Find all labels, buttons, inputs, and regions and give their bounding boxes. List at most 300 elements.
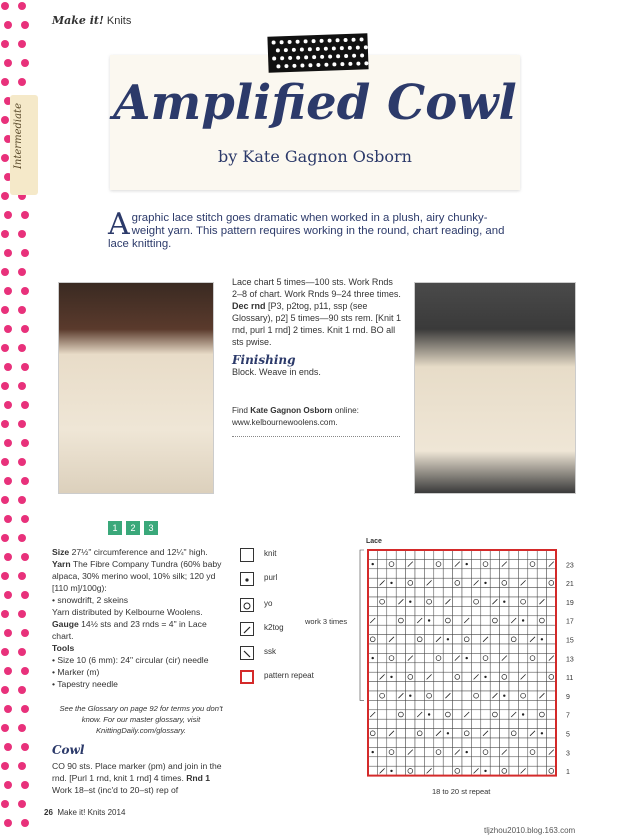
chart-symbol [503, 695, 505, 697]
chart-cell [443, 588, 452, 597]
chart-cell [518, 569, 527, 578]
chart-cell [368, 625, 377, 634]
chart-symbol [428, 713, 430, 715]
chart-symbol [409, 695, 411, 697]
section-label: Knits [106, 15, 132, 27]
chart-cell [443, 700, 452, 709]
chart-cell [387, 653, 396, 662]
decor-dot [1, 534, 9, 542]
chart-cell [443, 569, 452, 578]
chart-cell [471, 738, 480, 747]
chart-cell [471, 588, 480, 597]
decor-dot [1, 648, 9, 656]
chart-cell [368, 672, 377, 681]
tape-dot [343, 38, 347, 42]
tape-dot [300, 63, 304, 67]
chart-cell [537, 747, 546, 756]
chart-cell [415, 700, 424, 709]
model-photo-front [58, 282, 214, 494]
tape-dot [340, 46, 344, 50]
intro-paragraph [108, 207, 518, 251]
chart-symbol [372, 563, 374, 565]
chart-cell [368, 663, 377, 672]
chart-cell [509, 644, 518, 653]
chart-cell [424, 757, 433, 766]
chart-cell [396, 569, 405, 578]
decor-dot [21, 211, 29, 219]
chart-cell [434, 597, 443, 606]
chart-cell [434, 747, 443, 756]
chart-cell [471, 747, 480, 756]
size-badge-2: 2 [126, 521, 140, 535]
chart-cell [537, 757, 546, 766]
chart-cell [462, 644, 471, 653]
chart-symbol [484, 676, 486, 678]
chart-cell [424, 729, 433, 738]
row-label: 17 [566, 618, 574, 626]
chart-cell [518, 700, 527, 709]
chart-cell [490, 588, 499, 597]
decor-dot [21, 819, 29, 827]
legend-label: ssk [264, 647, 276, 656]
chart-cell [500, 616, 509, 625]
chart-cell [424, 625, 433, 634]
decor-dot [21, 781, 29, 789]
chart-cell [424, 663, 433, 672]
chart-cell [453, 738, 462, 747]
work-label: work 3 times [305, 617, 348, 626]
chart-cell [500, 682, 509, 691]
chart-cell [434, 682, 443, 691]
chart-cell [490, 635, 499, 644]
decor-dot [21, 629, 29, 637]
chart-cell [509, 559, 518, 568]
chart-cell [518, 597, 527, 606]
decor-dot [18, 800, 26, 808]
chart-cell [368, 635, 377, 644]
yarn-label: Yarn [52, 559, 71, 569]
legend-label: pattern repeat [264, 671, 314, 680]
chart-cell [415, 672, 424, 681]
chart-symbol [484, 582, 486, 584]
chart-cell [434, 663, 443, 672]
chart-cell [396, 710, 405, 719]
chart-cell [509, 635, 518, 644]
chart-cell [434, 719, 443, 728]
chart-cell [481, 550, 490, 559]
chart-cell [547, 616, 556, 625]
chart-cell [518, 559, 527, 568]
level-tab [10, 95, 38, 195]
chart-cell [443, 578, 452, 587]
chart-cell [406, 757, 415, 766]
decor-dot [21, 59, 29, 67]
yarn-distributor: Yarn distributed by Kelbourne Woolens. [52, 607, 203, 617]
brand-label: Make it! [52, 14, 104, 27]
chart-cell [434, 653, 443, 662]
chart-cell [509, 653, 518, 662]
chart-cell [500, 757, 509, 766]
decor-dot [18, 268, 26, 276]
chart-cell [547, 588, 556, 597]
chart-cell [377, 644, 386, 653]
chart-cell [406, 738, 415, 747]
decor-dot [18, 572, 26, 580]
chart-cell [453, 578, 462, 587]
decor-dot [21, 591, 29, 599]
section-header [52, 14, 131, 27]
repeat-symbol [240, 670, 254, 684]
chart-cell [490, 616, 499, 625]
tape-dot [312, 39, 316, 43]
chart-cell [481, 653, 490, 662]
decor-dot [1, 154, 9, 162]
chart-cell [396, 588, 405, 597]
chart-cell [462, 700, 471, 709]
decor-dot [21, 363, 29, 371]
designer-url[interactable]: www.kelbournewoolens.com. [232, 418, 338, 427]
chart-cell [537, 625, 546, 634]
chart-cell [415, 625, 424, 634]
chart-cell [490, 682, 499, 691]
finishing-text: Block. Weave in ends. [232, 367, 321, 377]
decor-dot [1, 800, 9, 808]
chart-cell [406, 588, 415, 597]
chart-cell [471, 691, 480, 700]
chart-cell [368, 644, 377, 653]
chart-cell [528, 757, 537, 766]
chart-cell [528, 559, 537, 568]
tape-dot [351, 38, 355, 42]
chart-cell [471, 635, 480, 644]
chart-cell [387, 550, 396, 559]
tape-dot [364, 45, 368, 49]
chart-cell [528, 616, 537, 625]
chart-cell [528, 663, 537, 672]
chart-cell [453, 691, 462, 700]
decor-dot [4, 439, 12, 447]
chart-cell [462, 635, 471, 644]
find-post: online: [332, 406, 359, 415]
decor-dot [4, 211, 12, 219]
tape-dot [340, 62, 344, 66]
chart-cell [481, 606, 490, 615]
chart-cell [368, 550, 377, 559]
chart-cell [424, 597, 433, 606]
decor-dot [18, 382, 26, 390]
chart-cell [396, 616, 405, 625]
chart-cell [396, 653, 405, 662]
decor-dot [4, 59, 12, 67]
chart-cell [396, 606, 405, 615]
tape-dot [308, 63, 312, 67]
chart-cell [415, 588, 424, 597]
chart-cell [509, 597, 518, 606]
chart-cell [471, 653, 480, 662]
chart-cell [377, 757, 386, 766]
tape-dot [328, 55, 332, 59]
work-bracket [360, 550, 364, 700]
legend-label: knit [264, 549, 277, 558]
size-text: 27½" circumference and 12¼" high. [69, 547, 208, 557]
chart-cell [368, 682, 377, 691]
gauge-label: Gauge [52, 619, 79, 629]
chart-cell [490, 559, 499, 568]
chart-cell [434, 578, 443, 587]
chart-cell [434, 757, 443, 766]
chart-cell [500, 672, 509, 681]
chart-symbol [447, 732, 449, 734]
decor-dot [21, 287, 29, 295]
chart-cell [396, 644, 405, 653]
chart-cell [537, 606, 546, 615]
chart-cell [443, 616, 452, 625]
chart-cell [537, 766, 546, 775]
chart-cell [443, 663, 452, 672]
chart-cell [547, 682, 556, 691]
chart-cell [518, 691, 527, 700]
tape-dot [348, 46, 352, 50]
chart-cell [377, 625, 386, 634]
row-label: 1 [566, 769, 570, 777]
chart-cell [462, 550, 471, 559]
chart-cell [387, 757, 396, 766]
chart-cell [462, 569, 471, 578]
chart-cell [368, 719, 377, 728]
chart-cell [462, 729, 471, 738]
chart-cell [434, 559, 443, 568]
byline: by Kate Gagnon Osborn [218, 147, 412, 166]
divider [232, 436, 400, 437]
chart-cell [547, 700, 556, 709]
chart-cell [377, 597, 386, 606]
tape-dot [296, 56, 300, 60]
decor-dot [4, 21, 12, 29]
chart-cell [406, 719, 415, 728]
chart-cell [547, 729, 556, 738]
tools-label: Tools [52, 643, 75, 653]
chart-cell [377, 729, 386, 738]
chart-cell [547, 635, 556, 644]
chart-cell [415, 559, 424, 568]
row-label: 13 [566, 656, 574, 664]
chart-cell [387, 569, 396, 578]
chart-cell [537, 710, 546, 719]
chart-cell [462, 719, 471, 728]
finishing-heading: Finishing [232, 353, 296, 367]
decor-dot [21, 325, 29, 333]
chart-cell [396, 757, 405, 766]
chart-cell [377, 588, 386, 597]
chart-cell [528, 597, 537, 606]
chart-cell [424, 635, 433, 644]
row-label: 7 [566, 712, 570, 720]
chart-cell [528, 569, 537, 578]
chart-cell [547, 606, 556, 615]
decor-dot [4, 477, 12, 485]
chart-cell [396, 719, 405, 728]
decor-dot [18, 306, 26, 314]
decor-dot [21, 439, 29, 447]
chart-cell [415, 569, 424, 578]
chart-cell [443, 766, 452, 775]
chart-cell [453, 625, 462, 634]
chart-cell [396, 729, 405, 738]
chart-cell [406, 729, 415, 738]
knit-symbol [240, 548, 254, 562]
chart-cell [415, 757, 424, 766]
tool-item: • Size 10 (6 mm): 24" circular (cir) needle [52, 655, 209, 665]
chart-cell [462, 606, 471, 615]
chart-cell [537, 719, 546, 728]
chart-cell [387, 559, 396, 568]
chart-cell [406, 766, 415, 775]
chart-cell [434, 606, 443, 615]
chart-cell [396, 578, 405, 587]
chart-symbol [409, 601, 411, 603]
chart-cell [500, 729, 509, 738]
chart-cell [415, 729, 424, 738]
chart-cell [547, 578, 556, 587]
chart-cell [537, 559, 546, 568]
chart-symbol [541, 732, 543, 734]
chart-cell [471, 710, 480, 719]
decor-dot [4, 325, 12, 333]
page-footer [44, 808, 125, 817]
row-label: 11 [566, 675, 574, 683]
chart-cell [462, 663, 471, 672]
chart-cell [462, 682, 471, 691]
chart-cell [377, 719, 386, 728]
chart-cell [424, 644, 433, 653]
chart-cell [528, 578, 537, 587]
chart-cell [490, 625, 499, 634]
chart-cell [453, 644, 462, 653]
tape-dot [308, 47, 312, 51]
decor-dot [18, 534, 26, 542]
decor-dot [18, 344, 26, 352]
chart-cell [387, 738, 396, 747]
chart-cell [509, 569, 518, 578]
chart-cell [424, 550, 433, 559]
chart-cell [500, 710, 509, 719]
decor-dot [4, 515, 12, 523]
chart-cell [434, 710, 443, 719]
chart-cell [415, 606, 424, 615]
chart-cell [377, 691, 386, 700]
chart-cell [453, 682, 462, 691]
chart-cell [406, 710, 415, 719]
chart-cell [471, 719, 480, 728]
chart-cell [490, 747, 499, 756]
chart-cell [481, 644, 490, 653]
decor-dot [4, 249, 12, 257]
chart-cell [368, 606, 377, 615]
chart-cell [462, 766, 471, 775]
chart-cell [434, 700, 443, 709]
chart-cell [443, 747, 452, 756]
decor-dot [4, 553, 12, 561]
chart-cell [528, 672, 537, 681]
chart-cell [377, 700, 386, 709]
tape-dot [272, 40, 276, 44]
chart-cell [547, 691, 556, 700]
chart-cell [518, 606, 527, 615]
chart-cell [528, 747, 537, 756]
tape-dot [316, 47, 320, 51]
chart-cell [387, 597, 396, 606]
chart-cell [406, 644, 415, 653]
chart-cell [490, 719, 499, 728]
tape-dot [284, 64, 288, 68]
chart-cell [481, 710, 490, 719]
chart-cell [481, 588, 490, 597]
instr-text-2: [P3, p2tog, p11, ssp (see Glossary), p2] 5 times—90 sts rem. [Knit 1 rnd, purl 1 rnd] 2 times. Knit 1 rnd. BO all sts pwise. [232, 301, 402, 347]
tape-dot [356, 46, 360, 50]
chart-cell [406, 700, 415, 709]
chart-cell [387, 682, 396, 691]
chart-cell [509, 625, 518, 634]
tape-dot [356, 62, 360, 66]
tape-dot [352, 54, 356, 58]
chart-cell [424, 559, 433, 568]
chart-cell [443, 625, 452, 634]
chart-cell [471, 625, 480, 634]
chart-cell [443, 738, 452, 747]
chart-cell [406, 682, 415, 691]
chart-cell [377, 559, 386, 568]
chart-cell [518, 625, 527, 634]
chart-cell [490, 766, 499, 775]
gauge-text: 14½ sts and 23 rnds = 4" in Lace chart. [52, 619, 207, 641]
chart-cell [424, 719, 433, 728]
tool-item: • Tapestry needle [52, 679, 118, 689]
chart-cell [368, 757, 377, 766]
chart-cell [518, 588, 527, 597]
decor-dot [1, 116, 9, 124]
chart-cell [481, 569, 490, 578]
ssk-symbol [240, 646, 254, 660]
tape-dot [284, 48, 288, 52]
decor-dot [1, 458, 9, 466]
chart-cell [396, 550, 405, 559]
chart-cell [387, 616, 396, 625]
chart-cell [481, 625, 490, 634]
tape-dot [336, 38, 340, 42]
chart-cell [396, 738, 405, 747]
chart-cell [547, 672, 556, 681]
chart-cell [537, 738, 546, 747]
decor-dot [1, 344, 9, 352]
chart-cell [424, 569, 433, 578]
decor-dot [21, 21, 29, 29]
chart-cell [500, 766, 509, 775]
page-number: 26 [44, 808, 53, 817]
decor-dot [21, 401, 29, 409]
decor-dot [1, 192, 9, 200]
chart-cell [481, 719, 490, 728]
chart-cell [518, 719, 527, 728]
chart-cell [453, 550, 462, 559]
decor-dot [4, 667, 12, 675]
cowl-text: CO 90 sts. Place marker (pm) and join in the rnd. [Purl 1 rnd, knit 1 rnd] 4 times. [52, 761, 222, 783]
chart-cell [471, 757, 480, 766]
chart-cell [528, 588, 537, 597]
level-label: Intermediate [13, 103, 24, 170]
decor-dot [1, 2, 9, 10]
chart-cell [547, 719, 556, 728]
chart-cell [396, 625, 405, 634]
